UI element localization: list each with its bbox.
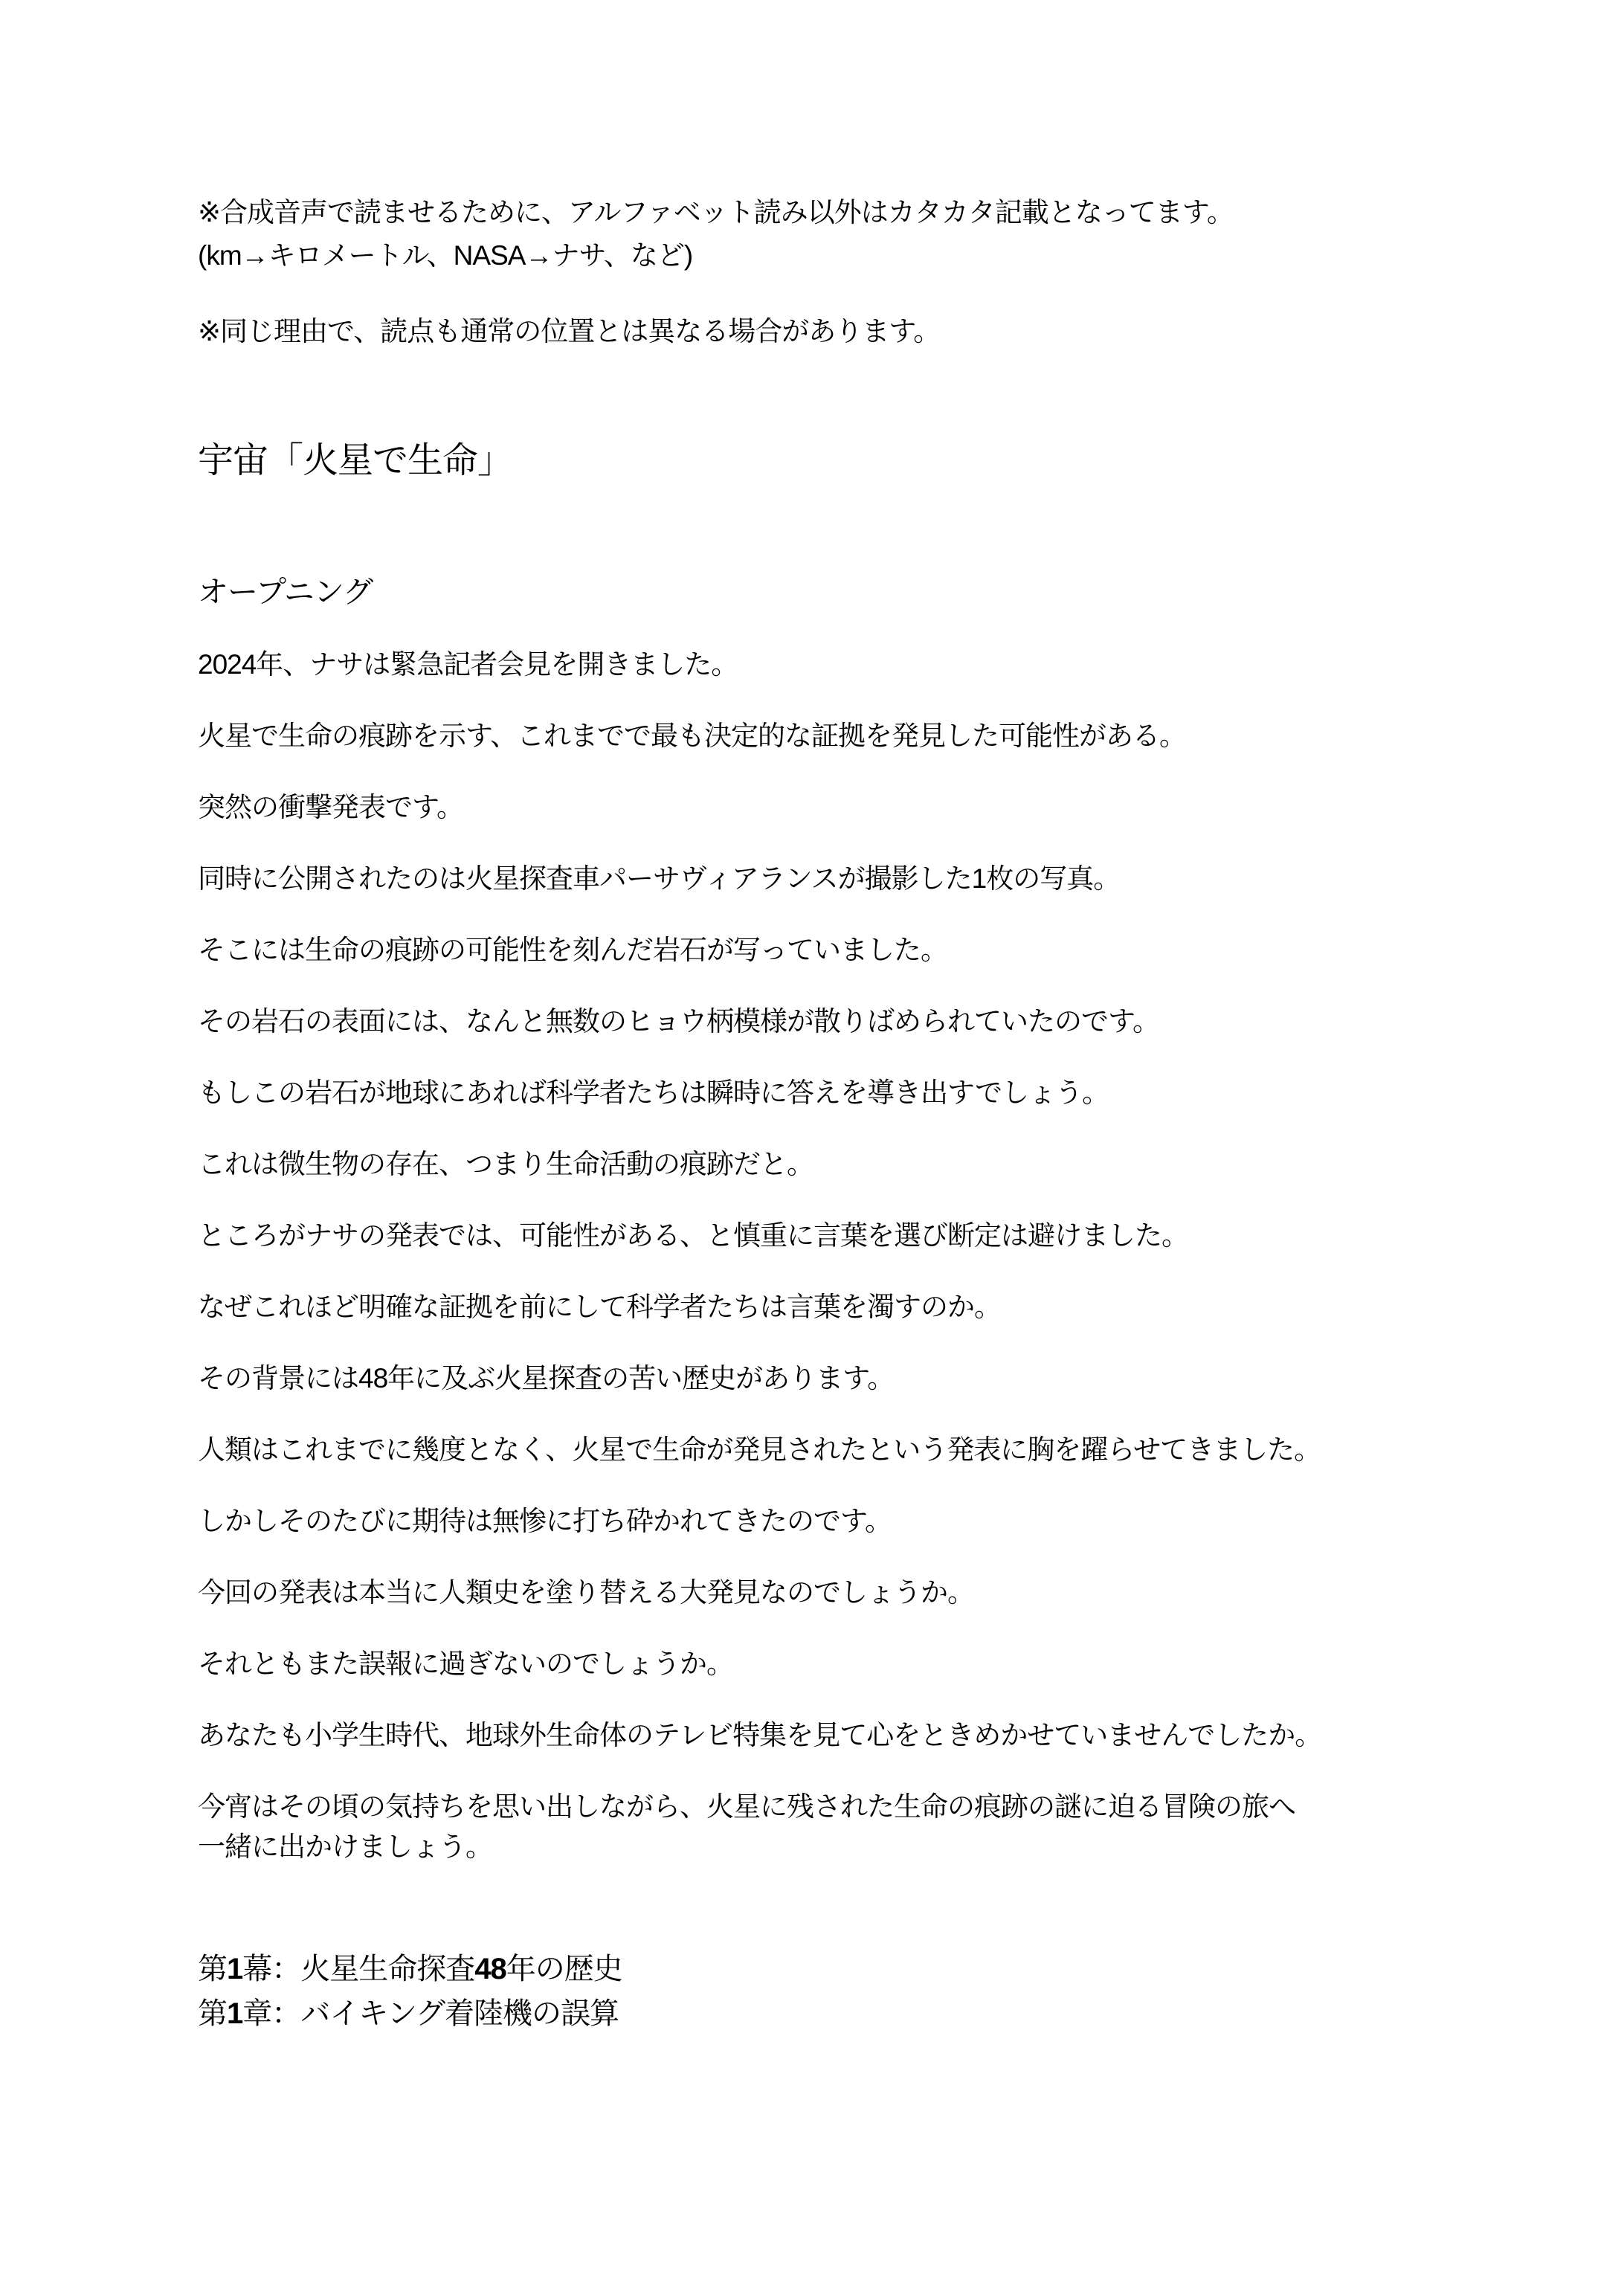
act-suffix: 年の歴史 [506, 1953, 622, 1985]
paragraph: 火星で生命の痕跡を示す、これまでで最も決定的な証拠を発見した可能性がある。 [198, 721, 1187, 751]
paragraph: その岩石の表面には、なんと無数のヒョウ柄模様が散りばめられていたのです。 [198, 1006, 1160, 1037]
chapter-heading [198, 1994, 619, 2033]
act-prefix: 第 [198, 1953, 227, 1985]
chapter-prefix: 第 [198, 1997, 227, 2030]
paragraph: これは微生物の存在、つまり生命活動の痕跡だと。 [198, 1149, 813, 1179]
paragraph: なぜこれほど明確な証拠を前にして科学者たちは言葉を濁すのか。 [198, 1292, 1001, 1322]
paragraph: あなたも小学生時代、地球外生命体のテレビ特集を見て心をときめかせていませんでしたか。 [198, 1720, 1322, 1750]
act-title: 幕：火星生命探査 [242, 1953, 475, 1985]
paragraph: 突然の衝撃発表です。 [198, 792, 464, 822]
paragraph: もしこの岩石が地球にあれば科学者たちは瞬時に答えを導き出すでしょう。 [198, 1077, 1109, 1108]
paragraph: それともまた誤報に過ぎないのでしょうか。 [198, 1649, 733, 1679]
paragraph: そこには生命の痕跡の可能性を刻んだ岩石が写っていました。 [198, 935, 947, 965]
closing-paragraph-line-1: 今宵はその頃の気持ちを思い出しながら、火星に残された生命の痕跡の謎に迫る冒険の旅へ [198, 1791, 1295, 1822]
paragraph: 同時に公開されたのは火星探査車パーサヴィアランスが撮影した1枚の写真。 [198, 863, 1121, 894]
chapter-title: 章：バイキング着陸機の誤算 [242, 1997, 619, 2030]
act-heading [198, 1950, 622, 1988]
paragraph: 人類はこれまでに幾度となく、火星で生命が発見されたという発表に胸を躍らせてきました。 [198, 1434, 1321, 1465]
section-heading: オープニング [198, 575, 373, 609]
closing-paragraph-line-2: 一緒に出かけましょう。 [198, 1831, 492, 1862]
paragraph: その背景には48年に及ぶ火星探査の苦い歴史があります。 [198, 1363, 895, 1394]
chapter-number: 1 [227, 1997, 243, 2030]
paragraph: 今回の発表は本当に人類史を塗り替える大発見なのでしょうか。 [198, 1577, 974, 1608]
document-title: 宇宙「火星で生命」 [198, 441, 513, 480]
note-line: ※同じ理由で、読点も通常の位置とは異なる場合があります。 [198, 316, 941, 347]
paragraph: 2024年、ナサは緊急記者会見を開きました。 [198, 649, 738, 680]
paragraph: ところがナサの発表では、可能性がある、と慎重に言葉を選び断定は避けました。 [198, 1220, 1188, 1251]
act-years: 48 [474, 1953, 506, 1985]
act-number: 1 [227, 1953, 243, 1985]
note-examples: (km→キロメートル、NASA→ナサ、など) [198, 240, 693, 271]
note-line: ※合成音声で読ませるために、アルファベット読み以外はカタカタ記載となってます。 [198, 197, 1234, 228]
paragraph: しかしそのたびに期待は無惨に打ち砕かれてきたのです。 [198, 1506, 892, 1536]
